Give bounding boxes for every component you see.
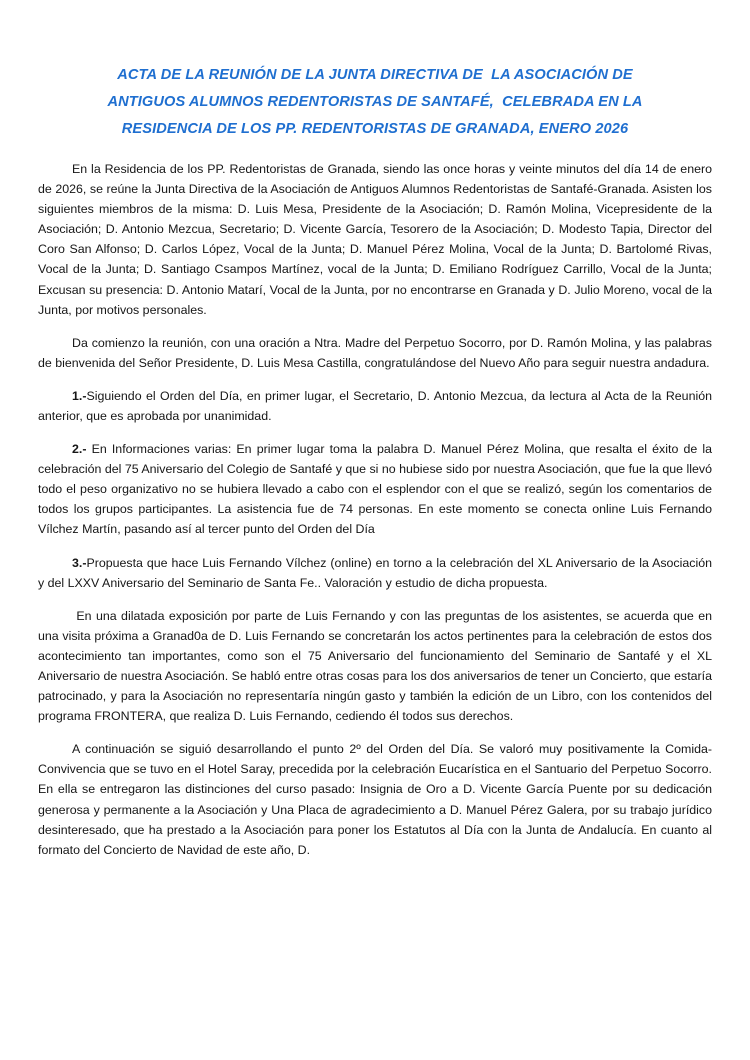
paragraph-text: En una dilatada exposición por parte de Luis Fernando y con las preguntas de los asistentes, se acuerda que en una visita próxima a Granad0a de D. Luis Fernando se concretarán los actos pertinentes para la celebración de estos dos acontecimiento tan importantes, como son el 75 Aniversario del funcionamiento del Seminario de Santafé y el XL Aniversario de nuestra Asociación. Se habló entre otras cosas para los dos aniversarios de tener un Concierto, que estaría patrocinado, y para la Asociación no representaría ningún gasto y también la edición de un Libro, con los contenidos del programa FRONTERA, que realiza D. Luis Fernando, cediendo él todos sus derechos. xyxy=(38,608,712,724)
paragraph-text: En Informaciones varias: En primer lugar toma la palabra D. Manuel Pérez Molina, que resalta el éxito de la celebración del 75 Aniversario del Colegio de Santafé y que si no hubiese sido por nuestra Asociación, que fue la que llevó todo el peso organizativo no se hubiera llevado a cabo con el esplendor con el que se realizó, según los comentarios de todos los grupos participantes. La asistencia fue de 74 personas. En este momento se conecta online Luis Fernando Vílchez Martín, pasando así al tercer punto del Orden del Día xyxy=(38,442,712,537)
paragraph-item-1 xyxy=(38,386,712,426)
page-title-line-1: ACTA DE LA REUNIÓN DE LA JUNTA DIRECTIVA DE LA ASOCIACIÓN DE xyxy=(117,67,633,83)
page-title xyxy=(44,62,706,143)
paragraph-lead-number: 1.- xyxy=(72,388,87,403)
paragraph-text: En la Residencia de los PP. Redentoristas de Granada, siendo las once horas y veinte minutos del día 14 de enero de 2026, se reúne la Junta Directiva de la Asociación de Antiguos Alumnos Redentoristas de Santafé-Granada. Asisten los siguientes miembros de la misma: D. Luis Mesa, Presidente de la Asociación; D. Ramón Molina, Vicepresidente de la Asociación; D. Antonio Mezcua, Secretario; D. Vicente García, Tesorero de la Asociación; D. Modesto Tapia, Director del Coro San Alfonso; D. Carlos López, Vocal de la Junta; D. Manuel Pérez Molina, Vocal de la Junta; D. Bartolomé Rivas, Vocal de la Junta; D. Santiago Csampos Martínez, vocal de la Junta; D. Emiliano Rodríguez Carrillo, Vocal de la Junta; Excusan su presencia: D. Antonio Matarí, Vocal de la Junta, por no encontrarse en Granada y D. Julio Moreno, vocal de la Junta, por motivos personales. xyxy=(38,161,712,317)
paragraph-text: Da comienzo la reunión, con una oración a Ntra. Madre del Perpetuo Socorro, por D. Ramón Molina, y las palabras de bienvenida del Señor Presidente, D. Luis Mesa Castilla, congratulándose del Nuevo Año para seguir nuestra andadura. xyxy=(38,335,712,370)
page-title-line-3: RESIDENCIA DE LOS PP. REDENTORISTAS DE GRANADA, ENERO 2026 xyxy=(121,120,629,137)
paragraph-opening xyxy=(38,333,712,373)
paragraph-lead-number: 3.- xyxy=(72,555,87,570)
paragraph-lead-number: 2.- xyxy=(72,442,87,457)
paragraph-second-order-item xyxy=(38,739,712,860)
paragraph-text: Siguiendo el Orden del Día, en primer lugar, el Secretario, D. Antonio Mezcua, da lectura al Acta de la Reunión anterior, que es aprobada por unanimidad. xyxy=(38,388,712,423)
paragraph-item-3 xyxy=(38,553,712,593)
paragraph-text: Propuesta que hace Luis Fernando Vílchez (online) en torno a la celebración del XL Aniversario de la Asociación y del LXXV Aniversario del Seminario de Santa Fe.. Valoración y estudio de dicha propuesta. xyxy=(38,555,712,590)
paragraph-attendance xyxy=(38,159,712,320)
paragraph-text: A continuación se siguió desarrollando el punto 2º del Orden del Día. Se valoró muy positivamente la Comida-Convivencia que se tuvo en el Hotel Saray, precedida por la celebración Eucarística en el Santuario del Perpetuo Socorro. En ella se entregaron las distinciones del curso pasado: Insignia de Oro a D. Vicente García Puente por su dedicación generosa y permanente a la Asociación y Una Placa de agradecimiento a D. Manuel Pérez Galera, por su trabajo jurídico desinteresado, que ha prestado a la Asociación para poner los Estatutos al Día con la Junta de Andalucía. En cuanto al formato del Concierto de Navidad de este año, D. xyxy=(38,742,712,857)
page-title-line-2: ANTIGUOS ALUMNOS REDENTORISTAS DE SANTAFÉ, CELEBRADA EN LA xyxy=(107,93,643,110)
paragraph-exposition xyxy=(38,606,712,727)
paragraph-item-2 xyxy=(38,439,712,539)
